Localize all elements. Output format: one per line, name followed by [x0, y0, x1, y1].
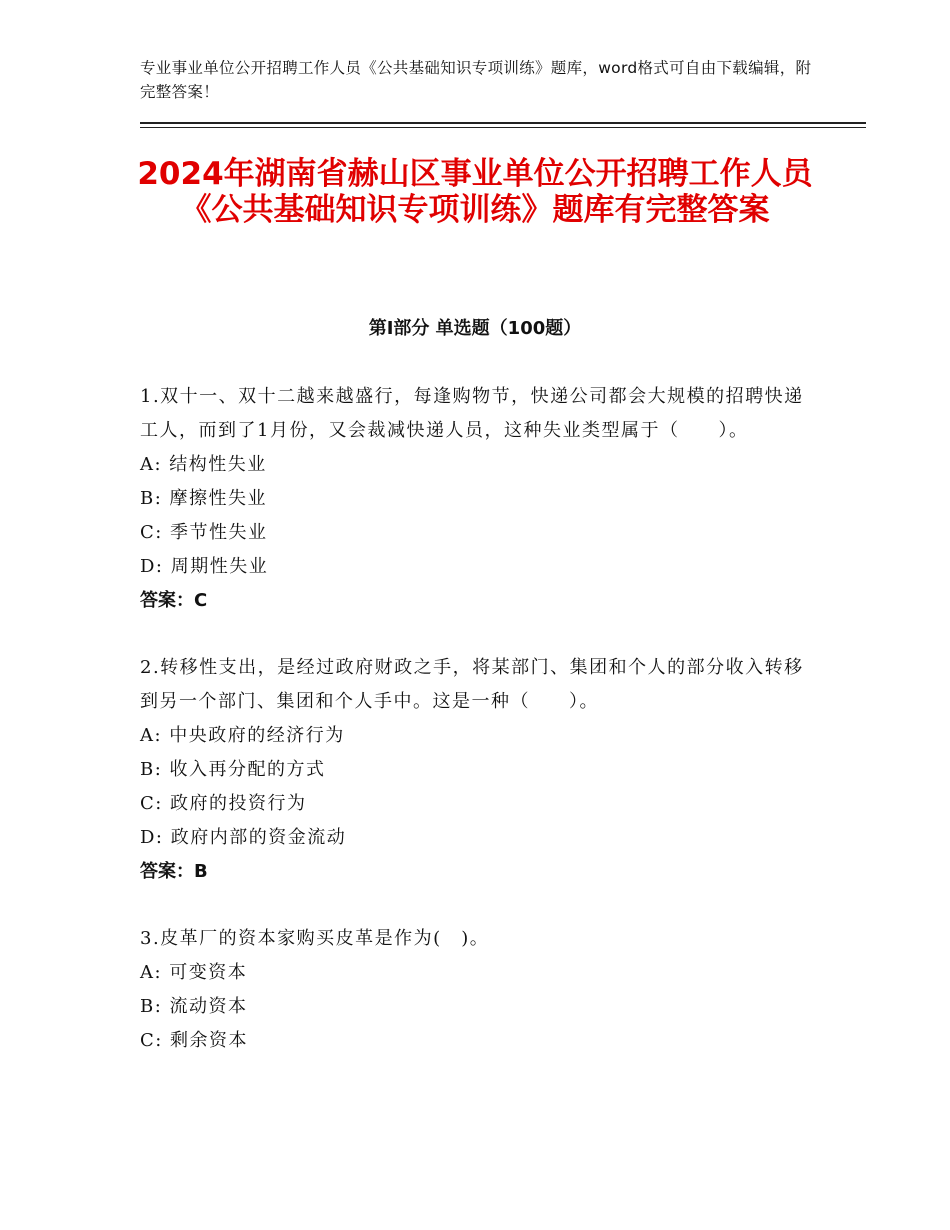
option-d: D: 政府内部的资金流动 — [140, 827, 347, 848]
question-stem: 3.皮革厂的资本家购买皮革是作为( )。 — [140, 928, 490, 949]
option-c: C: 剩余资本 — [140, 1030, 249, 1051]
answer: 答案：B — [140, 861, 208, 882]
header-rule-thick — [140, 122, 866, 124]
option-a: A: 中央政府的经济行为 — [140, 725, 345, 746]
question-2 — [140, 651, 820, 889]
option-b: B: 摩擦性失业 — [140, 488, 268, 509]
section-heading: 第Ⅰ部分 单选题（100题） — [368, 318, 582, 339]
question-stem: 2.转移性支出，是经过政府财政之手，将某部门、集团和个人的部分收入转移到另一个部门、集团和个人手中。这是一种（ ）。 — [140, 657, 804, 712]
header-rule-thin — [140, 127, 866, 128]
option-c: C: 政府的投资行为 — [140, 793, 307, 814]
document-title: 2024年湖南省赫山区事业单位公开招聘工作人员《公共基础知识专项训练》题库有完整答案 — [137, 156, 813, 228]
option-a: A: 结构性失业 — [140, 454, 267, 475]
question-stem: 1.双十一、双十二越来越盛行，每逢购物节，快递公司都会大规模的招聘快递工人，而到了1月份，又会裁减快递人员，这种失业类型属于（ ）。 — [140, 386, 804, 441]
option-b: B: 流动资本 — [140, 996, 248, 1017]
question-list — [140, 380, 820, 1091]
option-d: D: 周期性失业 — [140, 556, 269, 577]
answer: 答案：C — [140, 590, 208, 611]
option-a: A: 可变资本 — [140, 962, 248, 983]
header-note: 专业事业单位公开招聘工作人员《公共基础知识专项训练》题库，word格式可自由下载编辑，附完整答案！ — [140, 59, 812, 101]
option-b: B: 收入再分配的方式 — [140, 759, 326, 780]
option-c: C: 季节性失业 — [140, 522, 268, 543]
question-1 — [140, 380, 820, 618]
question-3 — [140, 922, 820, 1058]
